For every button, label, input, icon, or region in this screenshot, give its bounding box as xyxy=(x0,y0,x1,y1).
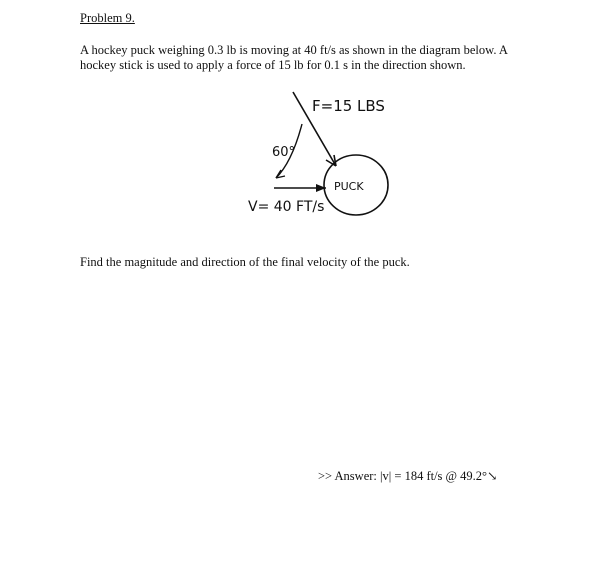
puck-label: PUCK xyxy=(334,180,364,193)
statement-line-2: hockey stick is used to apply a force of 15 lb for 0.1 s in the direction shown. xyxy=(80,58,466,72)
statement-line-1: A hockey puck weighing 0.3 lb is moving at 40 ft/s as shown in the diagram below. A xyxy=(80,43,508,57)
answer-text: >> Answer: |v| = 184 ft/s @ 49.2°↘ xyxy=(318,469,498,483)
angle-label: 60° xyxy=(272,145,296,160)
force-label: F=15 LBS xyxy=(312,97,385,115)
problem-heading: Problem 9. xyxy=(80,11,135,25)
question-text: Find the magnitude and direction of the final velocity of the puck. xyxy=(80,255,410,269)
velocity-label: V= 40 FT/s xyxy=(248,199,325,215)
